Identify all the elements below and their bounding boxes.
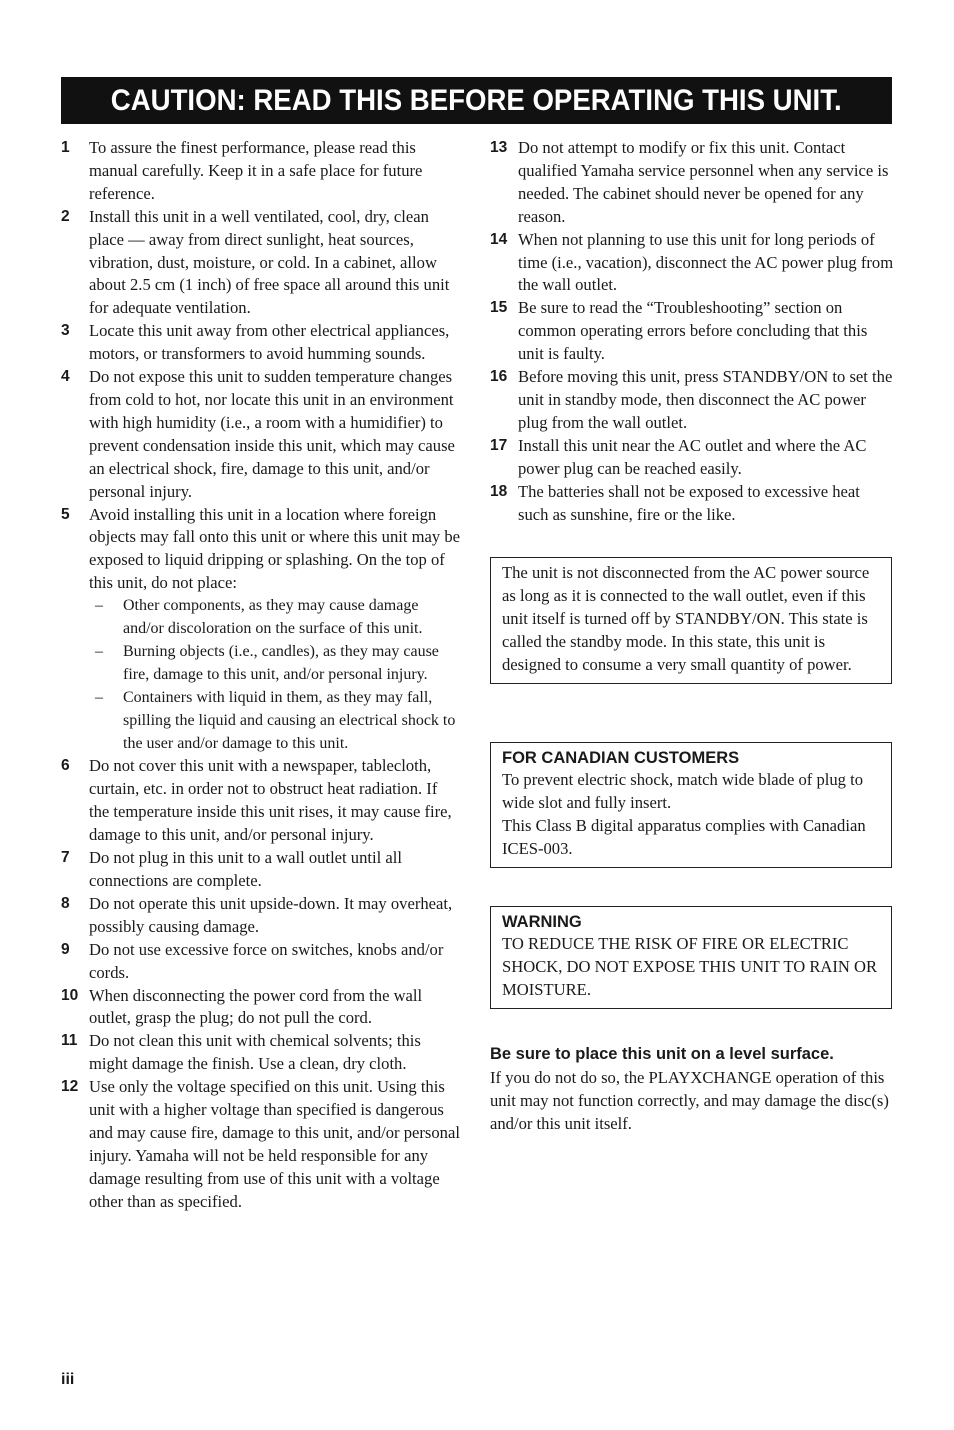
- caution-item-number: 11: [61, 1032, 78, 1050]
- caution-item-number: 17: [490, 436, 508, 454]
- warning-box: [490, 906, 892, 1009]
- standby-notice-text: The unit is not disconnected from the AC power source as long as it is connected to the wall outlet, even if this unit itself is turned off by STANDBY/ON. This state is called the standby mode. In this state, this unit is designed to consume a very small quantity of power.: [502, 563, 870, 674]
- caution-subitem: [89, 641, 461, 687]
- caution-item: [61, 504, 461, 756]
- caution-subitem-text: Containers with liquid in them, as they may fall, spilling the liquid and causing an electrical shock to the user and/or damage to this unit.: [123, 688, 456, 752]
- caution-item: [61, 893, 461, 939]
- caution-item-number: 13: [490, 139, 508, 156]
- caution-item-number: 9: [61, 940, 70, 958]
- caution-item-number: 14: [490, 230, 508, 248]
- caution-item-text: Install this unit in a well ventilated, cool, dry, clean place — away from direct sunlight, heat sources, vibration, dust, moisture, or cold. In a cabinet, allow about 2.5 cm (1 inch) of free space all around this unit for adequate ventilation.: [89, 206, 450, 318]
- caution-item-text: Install this unit near the AC outlet and where the AC power plug can be reached easily.: [518, 435, 867, 478]
- caution-item: [490, 229, 894, 298]
- caution-item: [61, 1030, 461, 1076]
- caution-item: [61, 1076, 461, 1213]
- caution-item-text: Do not plug in this unit to a wall outlet until all connections are complete.: [89, 848, 402, 890]
- caution-item-text: When not planning to use this unit for long periods of time (i.e., vacation), disconnect the AC power plug from the wall outlet.: [518, 229, 894, 295]
- dash-bullet-icon: –: [95, 688, 103, 706]
- caution-item-text: Use only the voltage specified on this unit. Using this unit with a higher voltage than specified is dangerous and may cause fire, damage to this unit, and/or personal injury. Yamaha will not be held responsible for any damage resulting from use of this unit with a voltage other than as specified.: [89, 1077, 460, 1211]
- caution-item-number: 8: [61, 894, 70, 912]
- dash-bullet-icon: –: [95, 642, 103, 660]
- caution-item-text: Locate this unit away from other electrical appliances, motors, or transformers to avoid humming sounds.: [89, 321, 450, 364]
- caution-item: [61, 939, 461, 985]
- caution-item-number: 12: [61, 1078, 79, 1096]
- caution-item: [61, 985, 461, 1031]
- caution-item-number: 15: [490, 299, 508, 317]
- caution-banner: [61, 77, 892, 124]
- right-column: [490, 137, 894, 526]
- caution-item-number: 16: [490, 368, 508, 386]
- caution-item: [490, 481, 894, 527]
- caution-item: [61, 137, 461, 206]
- caution-item-number: 5: [61, 505, 70, 523]
- caution-item-text: When disconnecting the power cord from the wall outlet, grasp the plug; do not pull the cord.: [89, 985, 423, 1028]
- caution-item: [61, 847, 461, 893]
- level-surface-title: Be sure to place this unit on a level surface.: [490, 1045, 834, 1063]
- caution-item-text: Avoid installing this unit in a location where foreign objects may fall onto this unit or where this unit may be exposed to liquid dripping or splashing. On the top of this unit, do not place:: [89, 504, 460, 593]
- level-surface-text: If you do not do so, the PLAYXCHANGE operation of this unit may not function correctly, and may damage the disc(s) and/or this unit itself.: [490, 1068, 889, 1133]
- caution-subitem: [89, 595, 461, 641]
- caution-subitem-list: [89, 595, 461, 755]
- warning-text: TO REDUCE THE RISK OF FIRE OR ELECTRIC SHOCK, DO NOT EXPOSE THIS UNIT TO RAIN OR MOISTURE.: [502, 934, 878, 999]
- canadian-customers-box: [490, 742, 892, 868]
- caution-item-number: 3: [61, 322, 70, 340]
- canadian-customers-line-1: To prevent electric shock, match wide blade of plug to wide slot and fully insert.: [502, 770, 864, 812]
- caution-item-text: Do not use excessive force on switches, knobs and/or cords.: [89, 939, 444, 982]
- left-column: [61, 137, 461, 1214]
- caution-item: [61, 320, 461, 366]
- caution-item: [490, 366, 894, 435]
- dash-bullet-icon: –: [95, 597, 103, 615]
- warning-title: WARNING: [502, 913, 582, 931]
- caution-item-number: 4: [61, 368, 70, 386]
- caution-subitem-text: Other components, as they may cause damage and/or discoloration on the surface of this unit.: [123, 597, 423, 638]
- caution-item: [490, 297, 894, 366]
- canadian-customers-title: FOR CANADIAN CUSTOMERS: [502, 749, 740, 767]
- caution-item: [490, 137, 894, 229]
- caution-item: [61, 366, 461, 503]
- caution-item-number: 7: [61, 849, 70, 867]
- caution-item-text: To assure the finest performance, please read this manual carefully. Keep it in a safe place for future reference.: [89, 138, 423, 203]
- caution-subitem: [89, 687, 461, 756]
- caution-subitem-text: Burning objects (i.e., candles), as they may cause fire, damage to this unit, and/or personal injury.: [123, 642, 439, 683]
- caution-item-number: 6: [61, 757, 70, 775]
- caution-item-text: Before moving this unit, press STANDBY/ON to set the unit in standby mode, then disconnect the AC power plug from the wall outlet.: [518, 367, 893, 432]
- page-title: CAUTION: READ THIS BEFORE OPERATING THIS UNIT.: [111, 84, 842, 117]
- caution-item-text: Be sure to read the “Troubleshooting” section on common operating errors before concluding that this unit is faulty.: [518, 298, 868, 364]
- caution-item-number: 18: [490, 482, 508, 500]
- caution-item-text: Do not operate this unit upside-down. It may overheat, possibly causing damage.: [89, 893, 453, 936]
- caution-item-number: 10: [61, 986, 79, 1004]
- canadian-customers-line-2: This Class B digital apparatus complies with Canadian ICES-003.: [502, 815, 866, 858]
- standby-notice-box: [490, 557, 892, 684]
- page-number: iii: [61, 1371, 75, 1388]
- caution-item-text: Do not attempt to modify or fix this unit. Contact qualified Yamaha service personnel when any service is needed. The cabinet should never be opened for any reason.: [518, 138, 889, 226]
- caution-item: [61, 755, 461, 847]
- caution-item: [490, 435, 894, 481]
- caution-item-text: Do not clean this unit with chemical solvents; this might damage the finish. Use a clean, dry cloth.: [89, 1031, 421, 1074]
- caution-item-text: The batteries shall not be exposed to excessive heat such as sunshine, fire or the like.: [518, 481, 860, 524]
- caution-item-number: 2: [61, 207, 70, 225]
- caution-item: [61, 206, 461, 321]
- caution-item-number: 1: [61, 139, 70, 156]
- caution-item-text: Do not expose this unit to sudden temperature changes from cold to hot, nor locate this unit in an environment with high humidity (i.e., a room with a humidifier) to prevent condensation inside this unit, which may cause an electrical shock, fire, damage to this unit, and/or personal injury.: [89, 367, 455, 501]
- caution-item-text: Do not cover this unit with a newspaper, tablecloth, curtain, etc. in order not to obstruct heat radiation. If the temperature inside this unit rises, it may cause fire, damage to this unit, and/or personal injury.: [89, 756, 452, 845]
